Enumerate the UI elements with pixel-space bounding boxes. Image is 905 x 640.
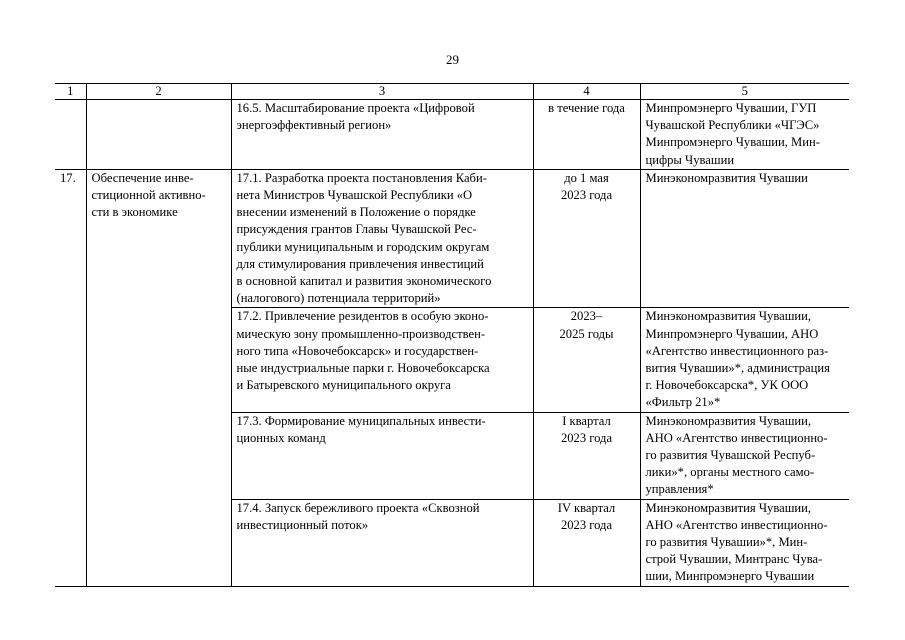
action-cell: 17.3. Формирование муниципальных инвести- ционных команд (231, 412, 533, 499)
task-cell: Обеспечение инве- стиционной активно- сти в экономике (86, 169, 231, 586)
action-cell: 17.1. Разработка проекта постановления Каби- нета Министров Чувашской Республики «О внесении изменений в Положение о порядке присуждения грантов Главы Чувашской Рес- публики муниципальным и городским округам для стимулирования привлечения инвестиций в основной капитал и развития экономического (налогового) потенциала территорий» (231, 169, 533, 308)
deadline-cell: I квартал 2023 года (533, 412, 640, 499)
column-header-1: 1 (55, 84, 86, 100)
responsible-cell: Минэкономразвития Чувашии, АНО «Агентство инвестиционно- го развития Чувашии»*, Мин- строй Чувашии, Минтранс Чува- шии, Минпромэнерго Чувашии (640, 499, 849, 586)
table-row (55, 169, 849, 308)
plan-table (55, 83, 849, 587)
table-row (55, 100, 849, 170)
column-header-4: 4 (533, 84, 640, 100)
row-number: 17. (55, 169, 86, 586)
task-cell (86, 100, 231, 170)
page-number: 29 (446, 52, 459, 67)
action-cell: 17.2. Привлечение резидентов в особую эконо- мическую зону промышленно-производствен- ного типа «Новочебоксарск» и государствен- ные индустриальные парки г. Новочебоксарска и Батыревского муниципального округа (231, 308, 533, 412)
deadline-cell: 2023– 2025 годы (533, 308, 640, 412)
responsible-cell: Минэкономразвития Чувашии, Минпромэнерго Чувашии, АНО «Агентство инвестиционного раз- вития Чувашии»*, администрация г. Новочебоксарска*, УК ООО «Фильтр 21»* (640, 308, 849, 412)
action-cell: 16.5. Масштабирование проекта «Цифровой энергоэффективный регион» (231, 100, 533, 170)
table-header-row (55, 84, 849, 100)
column-header-2: 2 (86, 84, 231, 100)
responsible-cell: Минпромэнерго Чувашии, ГУП Чувашской Республики «ЧГЭС» Минпромэнерго Чувашии, Мин- цифры Чувашии (640, 100, 849, 170)
responsible-cell: Минэкономразвития Чувашии, АНО «Агентство инвестиционно- го развития Чувашской Респуб- лики»*, органы местного само- управления* (640, 412, 849, 499)
row-number (55, 100, 86, 170)
column-header-5: 5 (640, 84, 849, 100)
deadline-cell: до 1 мая 2023 года (533, 169, 640, 308)
deadline-cell: IV квартал 2023 года (533, 499, 640, 586)
action-cell: 17.4. Запуск бережливого проекта «Сквозной инвестиционный поток» (231, 499, 533, 586)
column-header-3: 3 (231, 84, 533, 100)
responsible-cell: Минэкономразвития Чувашии (640, 169, 849, 308)
deadline-cell: в течение года (533, 100, 640, 170)
